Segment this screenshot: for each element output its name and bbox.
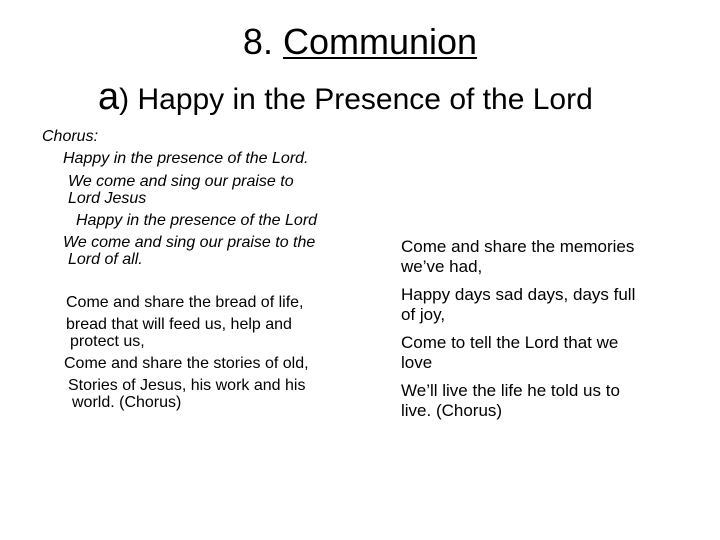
verse-line: We’ll live the life he told us to: [401, 381, 620, 400]
slide-number: 8.: [242, 21, 273, 62]
verse-line: Stories of Jesus, his work and his: [68, 377, 306, 394]
verse-line: live. (Chorus): [401, 401, 503, 420]
slide-subtitle: [98, 78, 593, 119]
verse-line: Come and share the bread of life,: [66, 294, 304, 311]
verse-line: protect us,: [70, 333, 145, 350]
subtitle-text: ) Happy in the Presence of the Lord: [119, 83, 593, 116]
chorus-line: Happy in the presence of the Lord: [76, 212, 318, 229]
verse-line: of joy,: [401, 305, 446, 324]
verse-line: world. (Chorus): [72, 394, 182, 411]
chorus-line: Happy in the presence of the Lord.: [63, 150, 309, 167]
chorus-line: Lord Jesus: [68, 190, 147, 207]
chorus-line: We come and sing our praise to the: [63, 234, 316, 251]
verse-line: Come and share the stories of old,: [64, 355, 309, 372]
verse-line: we’ve had,: [401, 257, 483, 276]
chorus-label: Chorus:: [42, 128, 99, 145]
chorus-line: Lord of all.: [68, 251, 143, 268]
verse-line: Come to tell the Lord that we: [401, 333, 619, 352]
verse-line: bread that will feed us, help and: [66, 316, 292, 333]
verse-line: Happy days sad days, days full: [401, 285, 636, 304]
slide-title-text: Communion: [282, 21, 478, 62]
subtitle-letter: a: [98, 76, 120, 118]
verse-line: love: [401, 353, 433, 372]
slide-title: [0, 20, 720, 64]
verse-line: Come and share the memories: [401, 237, 635, 256]
chorus-line: We come and sing our praise to: [68, 173, 294, 190]
